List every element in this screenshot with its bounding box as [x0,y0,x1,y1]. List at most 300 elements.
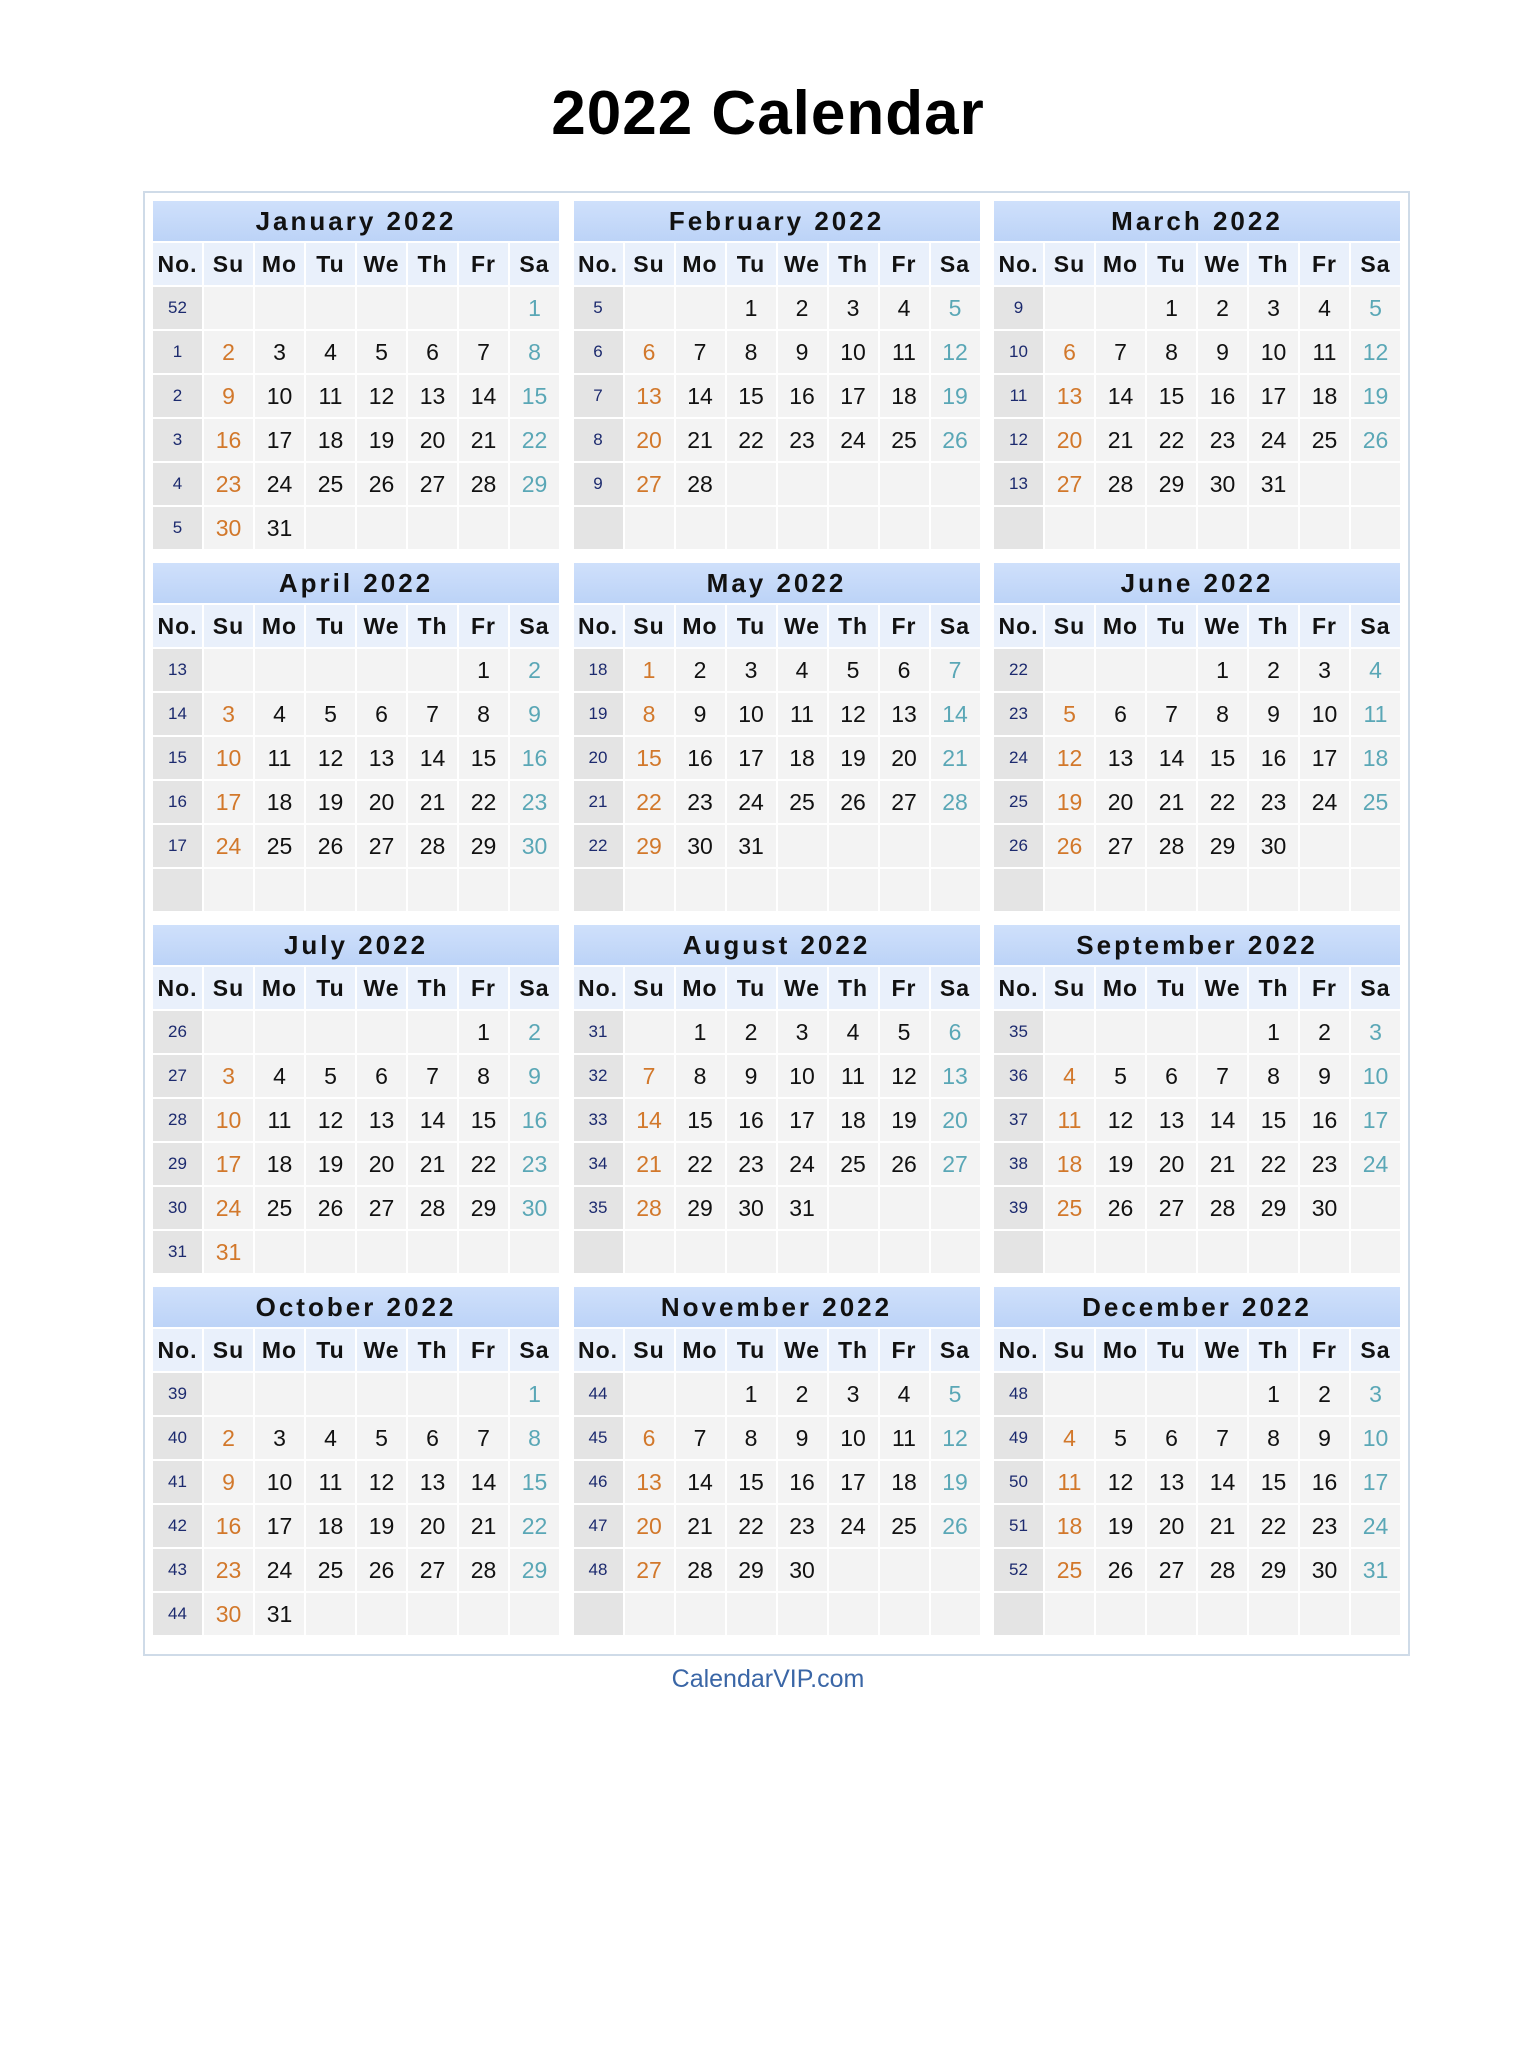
week-number: 32 [574,1055,623,1097]
weekday-header-tu: Tu [727,605,776,647]
day-cell: 29 [1249,1187,1298,1229]
week-number: 2 [153,375,202,417]
week-number [574,507,623,549]
week-number: 41 [153,1461,202,1503]
month-title: November 2022 [574,1287,980,1327]
month-block [574,201,980,549]
weekday-header-fr: Fr [880,605,929,647]
day-cell: 20 [931,1099,980,1141]
day-cell [829,869,878,911]
day-cell: 8 [727,331,776,373]
day-cell: 3 [1351,1373,1400,1415]
weekday-header-mo: Mo [676,1329,725,1371]
day-cell [1096,869,1145,911]
day-cell [204,1011,253,1053]
day-cell: 16 [510,1099,559,1141]
day-cell: 24 [255,463,304,505]
week-number: 14 [153,693,202,735]
day-cell [625,1593,674,1635]
day-cell: 9 [727,1055,776,1097]
day-cell: 8 [459,1055,508,1097]
week-number: 39 [994,1187,1043,1229]
day-cell: 4 [306,1417,355,1459]
weekday-header-th: Th [829,967,878,1009]
day-cell: 13 [357,1099,406,1141]
day-cell: 9 [778,331,827,373]
day-cell [204,287,253,329]
day-cell: 28 [1096,463,1145,505]
day-cell: 11 [306,375,355,417]
day-cell: 17 [1300,737,1349,779]
day-cell: 7 [459,331,508,373]
weekday-header-th: Th [1249,967,1298,1009]
day-cell: 21 [676,1505,725,1547]
weekday-header-we: We [1198,243,1247,285]
day-cell [625,1373,674,1415]
day-cell: 23 [204,1549,253,1591]
week-number: 13 [153,649,202,691]
week-number: 51 [994,1505,1043,1547]
day-cell: 19 [880,1099,929,1141]
weekday-header-tu: Tu [306,243,355,285]
day-cell: 16 [778,375,827,417]
day-cell [1147,1593,1196,1635]
day-cell: 20 [1147,1143,1196,1185]
week-number: 47 [574,1505,623,1547]
day-cell: 22 [676,1143,725,1185]
weekday-header-we: We [778,243,827,285]
week-number: 30 [153,1187,202,1229]
day-cell: 3 [1249,287,1298,329]
day-cell: 25 [1300,419,1349,461]
day-cell: 15 [459,1099,508,1141]
day-cell: 27 [931,1143,980,1185]
day-cell: 6 [1096,693,1145,735]
day-cell: 9 [1249,693,1298,735]
day-cell: 19 [306,781,355,823]
day-cell: 15 [1147,375,1196,417]
day-cell [357,1373,406,1415]
month-block [153,925,559,1273]
day-cell [459,1231,508,1273]
day-cell: 5 [880,1011,929,1053]
day-cell: 29 [510,463,559,505]
day-cell: 14 [459,375,508,417]
day-cell: 24 [778,1143,827,1185]
day-cell: 14 [459,1461,508,1503]
day-cell [459,507,508,549]
day-cell: 27 [1096,825,1145,867]
day-cell: 16 [1198,375,1247,417]
week-number: 7 [574,375,623,417]
day-cell [931,1187,980,1229]
day-cell: 28 [1198,1549,1247,1591]
day-cell: 17 [829,375,878,417]
day-cell: 19 [306,1143,355,1185]
day-cell [1045,1011,1094,1053]
day-cell [1147,1373,1196,1415]
weekday-header-we: We [1198,967,1247,1009]
day-cell [459,1593,508,1635]
day-cell: 4 [255,693,304,735]
day-cell: 15 [727,375,776,417]
day-cell: 29 [510,1549,559,1591]
day-cell [829,507,878,549]
day-cell: 25 [1045,1187,1094,1229]
day-cell: 10 [727,693,776,735]
weekday-header-no: No. [574,1329,623,1371]
day-cell [510,1231,559,1273]
day-cell [1045,507,1094,549]
day-cell: 23 [1300,1143,1349,1185]
day-cell [931,1231,980,1273]
footer-link[interactable]: CalendarVIP.com [671,1665,865,1693]
day-cell [1147,869,1196,911]
day-cell: 11 [1351,693,1400,735]
day-cell [357,507,406,549]
day-cell: 29 [1198,825,1247,867]
weekday-header-no: No. [153,605,202,647]
day-cell: 28 [459,1549,508,1591]
day-cell: 12 [357,375,406,417]
week-number: 52 [153,287,202,329]
weekday-header-tu: Tu [727,1329,776,1371]
day-cell: 31 [778,1187,827,1229]
day-cell: 28 [408,1187,457,1229]
day-cell: 7 [408,1055,457,1097]
week-number [994,507,1043,549]
day-cell: 26 [1351,419,1400,461]
day-cell: 7 [1198,1417,1247,1459]
day-cell: 12 [1045,737,1094,779]
day-cell: 4 [829,1011,878,1053]
week-number: 31 [574,1011,623,1053]
weekday-header-th: Th [1249,1329,1298,1371]
day-cell: 26 [931,419,980,461]
months-grid [153,201,1400,1635]
day-cell [1351,1187,1400,1229]
day-cell: 5 [1096,1055,1145,1097]
day-cell [1351,463,1400,505]
weekday-header-we: We [778,1329,827,1371]
month-title: April 2022 [153,563,559,603]
day-cell [357,649,406,691]
day-cell: 13 [1096,737,1145,779]
day-cell: 15 [727,1461,776,1503]
day-cell [931,507,980,549]
day-cell: 22 [625,781,674,823]
month-block [994,1287,1400,1635]
day-cell [1249,1593,1298,1635]
weekday-header-su: Su [204,967,253,1009]
weekday-header-mo: Mo [255,243,304,285]
day-cell [727,869,776,911]
weekday-header-we: We [357,1329,406,1371]
day-cell: 1 [625,649,674,691]
weekday-header-th: Th [408,1329,457,1371]
day-cell: 13 [408,1461,457,1503]
day-cell: 14 [1147,737,1196,779]
day-cell [408,1373,457,1415]
day-cell: 6 [357,693,406,735]
day-cell: 8 [1249,1055,1298,1097]
week-number: 21 [574,781,623,823]
day-cell: 2 [778,287,827,329]
month-title: March 2022 [994,201,1400,241]
weekday-header-tu: Tu [306,605,355,647]
day-cell: 8 [625,693,674,735]
day-cell: 5 [357,331,406,373]
day-cell: 5 [931,287,980,329]
day-cell: 6 [408,1417,457,1459]
day-cell [1351,825,1400,867]
day-cell: 18 [880,1461,929,1503]
day-cell: 10 [255,375,304,417]
day-cell: 9 [676,693,725,735]
day-cell: 21 [459,1505,508,1547]
day-cell: 22 [510,419,559,461]
day-cell: 12 [1096,1461,1145,1503]
day-cell: 8 [676,1055,725,1097]
day-cell: 6 [1045,331,1094,373]
day-cell: 2 [1249,649,1298,691]
weekday-header-tu: Tu [727,243,776,285]
day-cell: 20 [408,1505,457,1547]
day-cell: 5 [931,1373,980,1415]
day-cell [408,869,457,911]
day-cell [1198,1593,1247,1635]
day-cell: 10 [1249,331,1298,373]
day-cell: 18 [778,737,827,779]
day-cell: 29 [727,1549,776,1591]
day-cell: 13 [1045,375,1094,417]
day-cell: 27 [880,781,929,823]
day-cell: 2 [676,649,725,691]
day-cell: 12 [1096,1099,1145,1141]
day-cell [459,287,508,329]
day-cell [306,1011,355,1053]
month-block [574,563,980,911]
day-cell: 3 [829,287,878,329]
day-cell: 18 [880,375,929,417]
day-cell: 17 [778,1099,827,1141]
day-cell: 3 [778,1011,827,1053]
day-cell: 28 [676,1549,725,1591]
day-cell [1045,287,1094,329]
day-cell [1249,1231,1298,1273]
week-number: 26 [994,825,1043,867]
month-block [153,1287,559,1635]
weekday-header-tu: Tu [1147,605,1196,647]
day-cell: 12 [931,1417,980,1459]
day-cell [1096,649,1145,691]
day-cell: 27 [408,463,457,505]
day-cell: 1 [510,1373,559,1415]
week-number: 43 [153,1549,202,1591]
day-cell [1147,1011,1196,1053]
day-cell [1300,825,1349,867]
month-block [153,563,559,911]
day-cell: 16 [204,419,253,461]
day-cell: 28 [1147,825,1196,867]
day-cell: 25 [255,1187,304,1229]
day-cell: 20 [1096,781,1145,823]
day-cell: 27 [357,1187,406,1229]
day-cell: 2 [510,1011,559,1053]
day-cell: 21 [459,419,508,461]
week-number [574,869,623,911]
day-cell: 1 [1249,1373,1298,1415]
day-cell: 19 [1096,1505,1145,1547]
day-cell: 16 [1300,1461,1349,1503]
day-cell: 29 [625,825,674,867]
week-number: 24 [994,737,1043,779]
day-cell: 8 [727,1417,776,1459]
day-cell: 9 [1300,1055,1349,1097]
weekday-header-mo: Mo [676,605,725,647]
day-cell: 8 [1198,693,1247,735]
day-cell: 27 [625,1549,674,1591]
day-cell: 14 [625,1099,674,1141]
week-number [994,1593,1043,1635]
day-cell: 15 [1249,1099,1298,1141]
day-cell [931,825,980,867]
day-cell: 25 [829,1143,878,1185]
weekday-header-mo: Mo [255,967,304,1009]
day-cell [778,1231,827,1273]
day-cell: 31 [1351,1549,1400,1591]
day-cell: 12 [829,693,878,735]
weekday-header-no: No. [994,967,1043,1009]
week-number: 13 [994,463,1043,505]
day-cell: 29 [1147,463,1196,505]
day-cell: 17 [1249,375,1298,417]
day-cell [778,869,827,911]
week-number: 15 [153,737,202,779]
day-cell: 26 [357,463,406,505]
day-cell [1249,869,1298,911]
weekday-header-mo: Mo [676,243,725,285]
weekday-header-mo: Mo [1096,967,1145,1009]
day-cell: 1 [1249,1011,1298,1053]
day-cell: 23 [1198,419,1247,461]
week-number [994,869,1043,911]
day-cell: 14 [1198,1099,1247,1141]
day-cell: 3 [1351,1011,1400,1053]
day-cell: 18 [255,781,304,823]
day-cell: 3 [727,649,776,691]
week-number: 10 [994,331,1043,373]
weekday-header-th: Th [408,243,457,285]
day-cell: 6 [931,1011,980,1053]
day-cell: 21 [408,781,457,823]
day-cell: 13 [1147,1099,1196,1141]
day-cell: 18 [306,419,355,461]
weekday-header-th: Th [408,605,457,647]
day-cell: 19 [1045,781,1094,823]
day-cell [255,1373,304,1415]
weekday-header-sa: Sa [1351,1329,1400,1371]
day-cell: 18 [829,1099,878,1141]
day-cell: 19 [931,1461,980,1503]
day-cell: 6 [357,1055,406,1097]
weekday-header-mo: Mo [1096,605,1145,647]
day-cell [829,825,878,867]
day-cell: 8 [510,331,559,373]
day-cell: 24 [829,419,878,461]
month-block [994,925,1400,1273]
day-cell: 30 [204,1593,253,1635]
day-cell [306,1593,355,1635]
weekday-header-no: No. [994,1329,1043,1371]
week-number: 5 [153,507,202,549]
day-cell: 11 [1045,1461,1094,1503]
month-title: February 2022 [574,201,980,241]
day-cell: 24 [727,781,776,823]
day-cell [1198,1011,1247,1053]
day-cell: 21 [408,1143,457,1185]
day-cell [1045,1373,1094,1415]
day-cell: 15 [1249,1461,1298,1503]
day-cell: 9 [778,1417,827,1459]
day-cell: 20 [357,1143,406,1185]
day-cell: 22 [727,419,776,461]
day-cell: 19 [357,419,406,461]
weekday-header-we: We [357,243,406,285]
weekday-header-su: Su [625,243,674,285]
day-cell [880,1231,929,1273]
weekday-header-no: No. [574,967,623,1009]
day-cell: 14 [1096,375,1145,417]
day-cell [1351,1231,1400,1273]
day-cell: 11 [255,737,304,779]
day-cell: 2 [727,1011,776,1053]
week-number: 16 [153,781,202,823]
day-cell: 18 [255,1143,304,1185]
week-number: 52 [994,1549,1043,1591]
day-cell [408,287,457,329]
day-cell [1198,869,1247,911]
weekday-header-no: No. [153,1329,202,1371]
week-number: 5 [574,287,623,329]
day-cell: 30 [1249,825,1298,867]
day-cell [408,1593,457,1635]
day-cell [306,1373,355,1415]
week-number: 29 [153,1143,202,1185]
day-cell: 17 [204,781,253,823]
day-cell: 31 [255,1593,304,1635]
week-number: 42 [153,1505,202,1547]
day-cell: 20 [357,781,406,823]
day-cell [625,1011,674,1053]
day-cell: 23 [778,1505,827,1547]
weekday-header-we: We [778,967,827,1009]
day-cell [625,507,674,549]
day-cell: 11 [1045,1099,1094,1141]
day-cell: 23 [1249,781,1298,823]
day-cell [625,1231,674,1273]
day-cell: 25 [778,781,827,823]
weekday-header-sa: Sa [510,967,559,1009]
day-cell: 11 [829,1055,878,1097]
day-cell: 16 [676,737,725,779]
day-cell: 10 [778,1055,827,1097]
day-cell [1300,1593,1349,1635]
day-cell: 22 [1198,781,1247,823]
weekday-header-fr: Fr [1300,243,1349,285]
weekday-header-su: Su [625,605,674,647]
day-cell [829,463,878,505]
